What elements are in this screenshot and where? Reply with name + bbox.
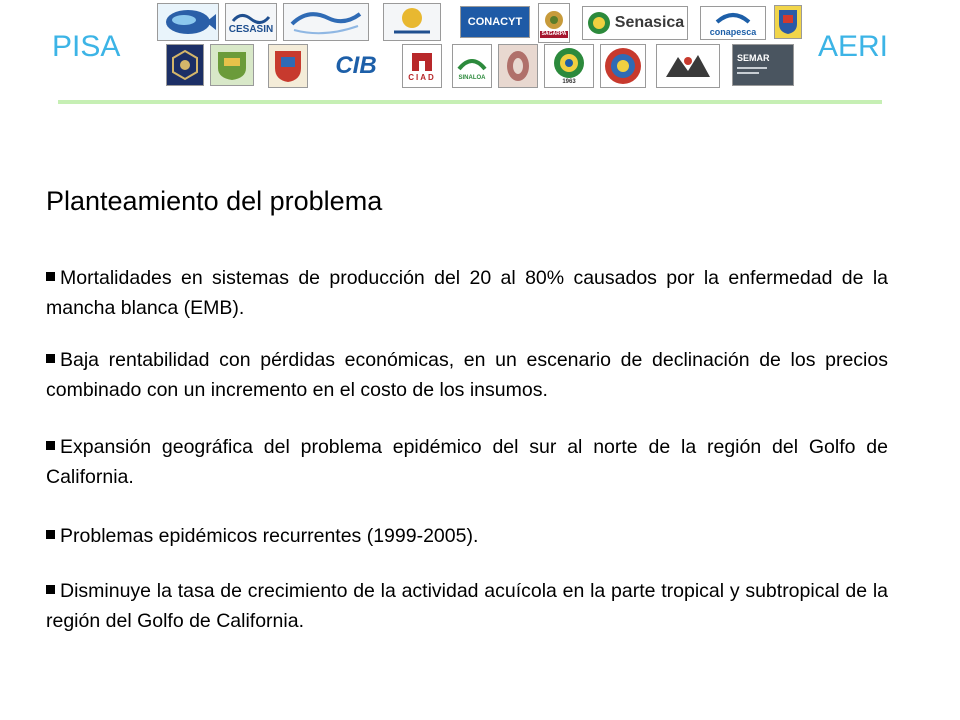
- fish-emblem-logo: [157, 3, 219, 41]
- bullet-square-icon: [46, 530, 55, 539]
- cesasin-logo: [225, 3, 277, 41]
- conapesca-logo-text: conapesca: [709, 26, 757, 37]
- shrimp-committee-nayarit-logo: [283, 3, 369, 41]
- bullet-item: [46, 576, 888, 636]
- diagnostic-network-logo: [656, 44, 720, 88]
- cib-logo: [326, 50, 386, 82]
- institute-seal-logo: [600, 44, 646, 88]
- sinaloa-shield-logo: [268, 44, 308, 88]
- ciad-logo-text: CIAD: [408, 73, 436, 82]
- senasica-logo-text: Senasica: [614, 14, 685, 31]
- bullet-item: [46, 521, 888, 551]
- senasica-logo: [582, 6, 688, 40]
- slide-title: Planteamiento del problema: [46, 186, 383, 216]
- bullet-text: Baja rentabilidad con pérdidas económicas, en un escenario de declinación de los precios combinado con un incremento en el costo de los insumos.: [46, 349, 888, 401]
- conacyt-logo: [460, 6, 530, 38]
- unam-logo: [166, 44, 204, 86]
- conapesca-logo: [700, 6, 766, 40]
- cesasin-logo-text: CESASIN: [228, 24, 274, 35]
- cib-logo-text: CIB: [335, 52, 377, 79]
- semar-logo: [732, 44, 794, 86]
- state-shield-logo: [774, 5, 802, 39]
- bullet-square-icon: [46, 441, 55, 450]
- university-seal-logo: [544, 44, 594, 88]
- bullet-text: Mortalidades en sistemas de producción del 20 al 80% causados por la enfermedad de la mancha blanca (EMB).: [46, 267, 888, 319]
- bullet-item: [46, 263, 888, 323]
- pisa-label: PISA: [52, 30, 121, 63]
- conacyt-logo-text: CONACYT: [467, 15, 523, 28]
- sinaloa-logo: [452, 44, 492, 88]
- bullet-item: [46, 432, 888, 492]
- ciad-logo: [402, 44, 442, 88]
- aeri-label: AERI: [818, 30, 889, 63]
- bullet-text: Problemas epidémicos recurrentes (1999-2005).: [60, 525, 479, 547]
- bullet-text: Expansión geográfica del problema epidémico del sur al norte de la región del Golfo de California.: [46, 436, 888, 488]
- baja-california-sur-committee-logo: [383, 3, 441, 41]
- sagarpa-logo: [538, 3, 570, 43]
- bullet-square-icon: [46, 585, 55, 594]
- bullet-square-icon: [46, 272, 55, 281]
- sonora-shield-logo: [210, 44, 254, 86]
- sagarpa-logo-text: SAGARPA: [541, 30, 567, 37]
- bullet-text: Disminuye la tasa de crecimiento de la actividad acuícola en la parte tropical y subtropical de la región del Golfo de California.: [46, 580, 888, 632]
- header-divider: [58, 100, 882, 104]
- bullet-square-icon: [46, 354, 55, 363]
- coat-of-arms-logo: [498, 44, 538, 88]
- semar-logo-text: SEMAR: [737, 52, 770, 63]
- bullet-item: [46, 345, 888, 405]
- university-seal-logo-text: 1963: [562, 79, 576, 85]
- sinaloa-logo-text: SINALOA: [458, 75, 486, 81]
